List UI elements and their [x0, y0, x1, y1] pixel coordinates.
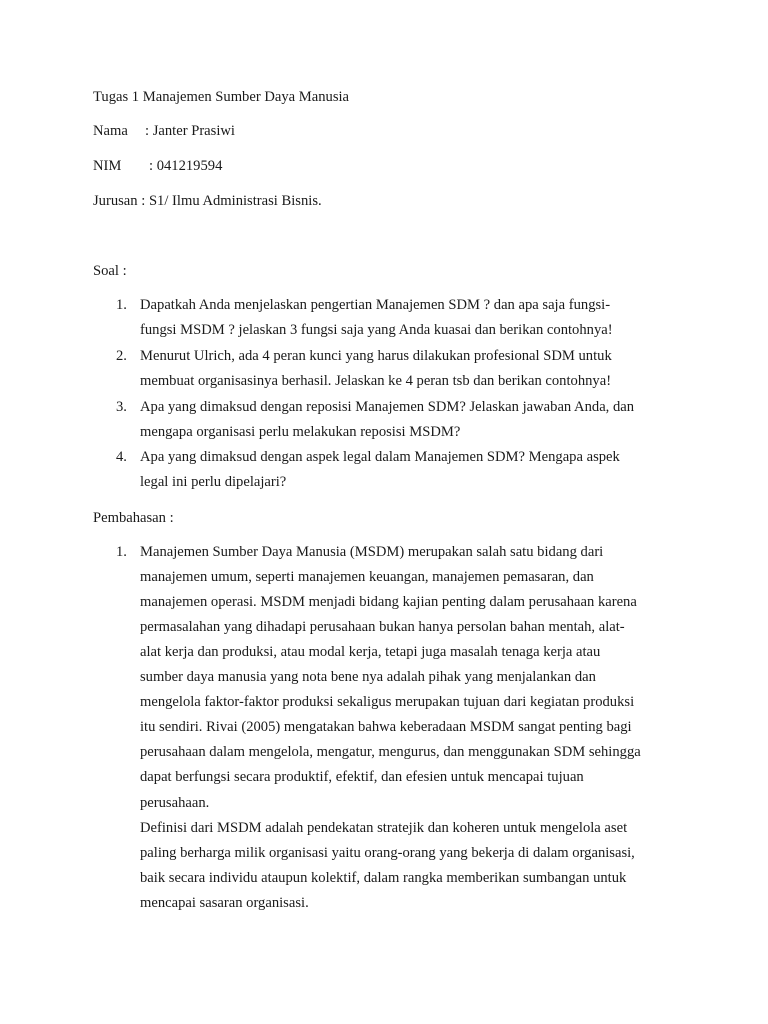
- paragraph-line: paling berharga milik organisasi yaitu orang-orang yang bekerja di dalam organisasi,: [140, 845, 635, 861]
- paragraph-line: sumber daya manusia yang nota bene nya adalah pihak yang menjalankan dan: [140, 669, 596, 685]
- paragraph-line: perusahaan.: [140, 795, 210, 811]
- list-item-number: 1.: [116, 544, 127, 560]
- paragraph-line: permasalahan yang dihadapi perusahaan bukan hanya persolan bahan mentah, alat-: [140, 619, 625, 635]
- document-title: Tugas 1 Manajemen Sumber Daya Manusia: [93, 89, 350, 105]
- paragraph-line: manajemen umum, seperti manajemen keuangan, manajemen pemasaran, dan: [140, 569, 594, 585]
- paragraph-line: perusahaan dalam mengelola, mengatur, mengurus, dan menggunakan SDM sehingga: [140, 744, 641, 760]
- name-value: : Janter Prasiwi: [145, 123, 235, 139]
- paragraph-line: manajemen operasi. MSDM menjadi bidang kajian penting dalam perusahaan karena: [140, 594, 637, 610]
- list-item-number: 4.: [116, 449, 127, 465]
- paragraph-line: dapat berfungsi secara produktif, efektif, dan efesien untuk mencapai tujuan: [140, 769, 584, 785]
- name-label: Nama: [93, 123, 128, 139]
- list-item-text: legal ini perlu dipelajari?: [140, 474, 287, 490]
- list-item-text: fungsi MSDM ? jelaskan 3 fungsi saja yang Anda kuasai dan berikan contohnya!: [140, 322, 613, 338]
- soal-heading: Soal :: [93, 263, 127, 279]
- list-item-number: 2.: [116, 348, 127, 364]
- paragraph-line: Manajemen Sumber Daya Manusia (MSDM) merupakan salah satu bidang dari: [140, 544, 604, 560]
- list-item-text: Dapatkah Anda menjelaskan pengertian Manajemen SDM ? dan apa saja fungsi-: [140, 297, 611, 313]
- paragraph-line: Definisi dari MSDM adalah pendekatan stratejik dan koheren untuk mengelola aset: [140, 820, 628, 836]
- pembahasan-heading: Pembahasan :: [93, 510, 174, 526]
- list-item-number: 3.: [116, 399, 127, 415]
- list-item-number: 1.: [116, 297, 127, 313]
- list-item-text: mengapa organisasi perlu melakukan reposisi MSDM?: [140, 424, 461, 440]
- jurusan-line: Jurusan : S1/ Ilmu Administrasi Bisnis.: [93, 193, 322, 209]
- paragraph-line: alat kerja dan produksi, atau modal kerja, tetapi juga masalah tenaga kerja atau: [140, 644, 601, 660]
- paragraph-line: mengelola faktor-faktor produksi sekaligus merupakan tujuan dari kegiatan produksi: [140, 694, 635, 710]
- nim-label: NIM: [93, 158, 122, 174]
- list-item-text: Menurut Ulrich, ada 4 peran kunci yang harus dilakukan profesional SDM untuk: [140, 348, 612, 364]
- list-item-text: Apa yang dimaksud dengan reposisi Manajemen SDM? Jelaskan jawaban Anda, dan: [140, 399, 635, 415]
- paragraph-line: baik secara individu ataupun kolektif, dalam rangka memberikan sumbangan untuk: [140, 870, 627, 886]
- paragraph-line: mencapai sasaran organisasi.: [140, 895, 309, 911]
- list-item-text: Apa yang dimaksud dengan aspek legal dalam Manajemen SDM? Mengapa aspek: [140, 449, 620, 465]
- paragraph-line: itu sendiri. Rivai (2005) mengatakan bahwa keberadaan MSDM sangat penting bagi: [140, 719, 632, 735]
- list-item-text: membuat organisasinya berhasil. Jelaskan ke 4 peran tsb dan berikan contohnya!: [140, 373, 612, 389]
- nim-value: : 041219594: [149, 158, 223, 174]
